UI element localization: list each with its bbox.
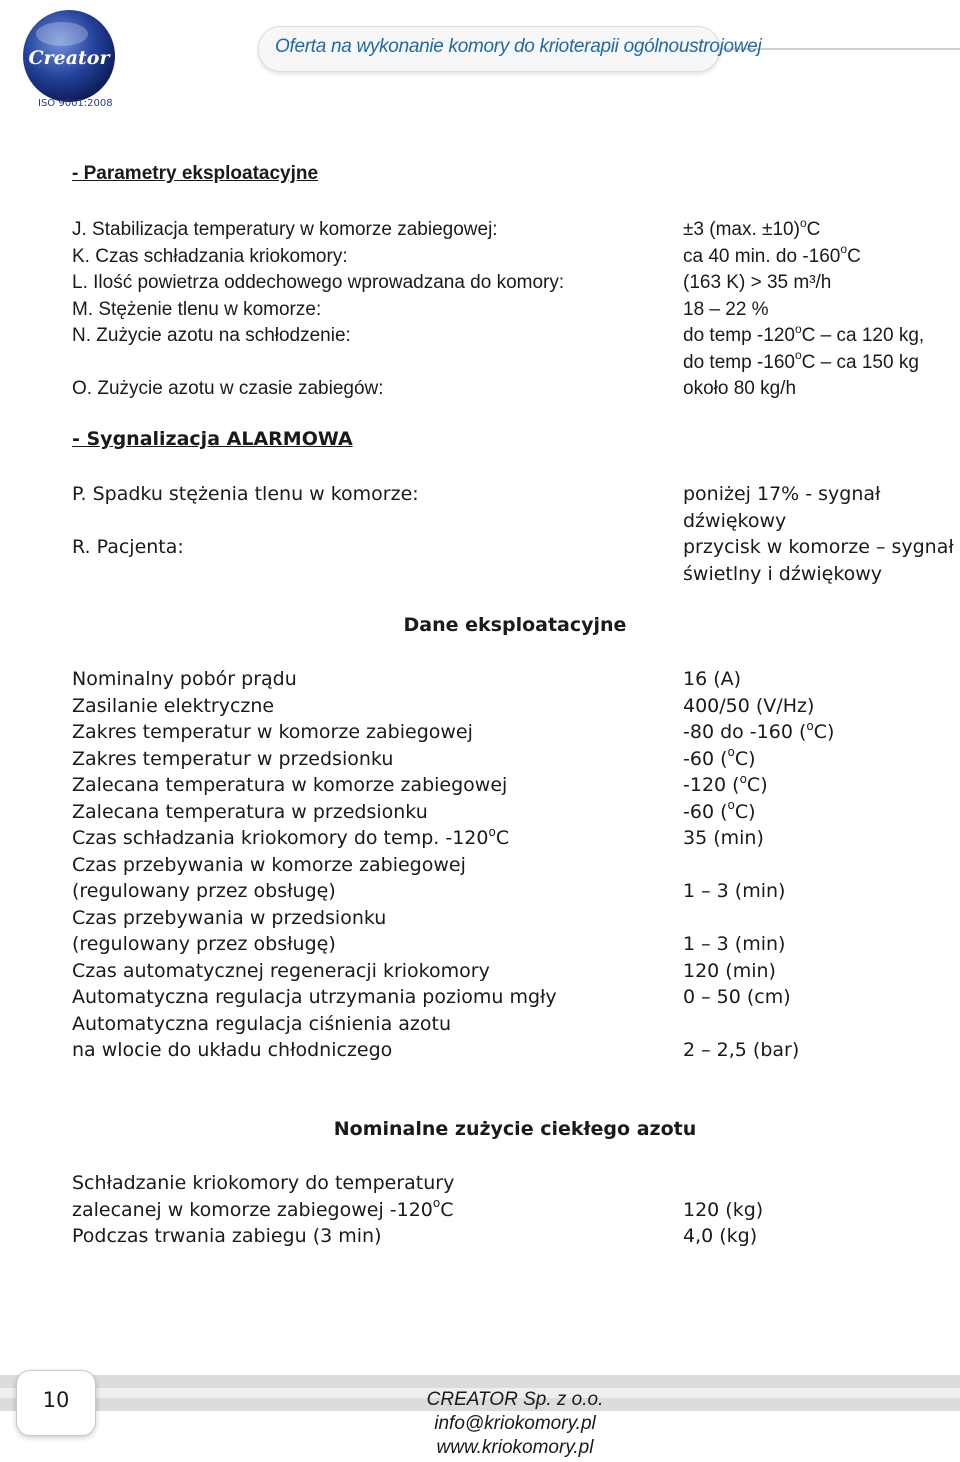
row-label: Schładzanie kriokomory do temperatury xyxy=(72,1172,455,1194)
section-heading-nominal: Nominalne zużycie ciekłego azotu xyxy=(333,1118,697,1140)
row-label: Automatyczna regulacja ciśnienia azotu xyxy=(72,1012,451,1035)
row-label: na wlocie do układu chłodniczego xyxy=(72,1039,393,1061)
row-label xyxy=(72,350,564,377)
row-value: przycisk w komorze – sygnał xyxy=(683,536,954,558)
row-label: K. Czas schładzania kriokomory: xyxy=(72,245,348,267)
section-heading-dane: Dane eksploatacyjne xyxy=(403,614,627,636)
row-label xyxy=(72,508,419,535)
row-value: świetlny i dźwiękowy xyxy=(683,562,883,585)
row-label: Zakres temperatur w przedsionku xyxy=(72,747,394,770)
row-label: Automatyczna regulacja utrzymania poziomu mgły xyxy=(72,986,557,1008)
row-value: 2 – 2,5 (bar) xyxy=(683,1039,800,1061)
row-label: N. Zużycie azotu na schłodzenie: xyxy=(72,325,351,346)
row-value: -60 ($^o$C) xyxy=(683,745,756,770)
row-value: 120 (min) xyxy=(683,959,776,982)
alarm-values xyxy=(683,481,954,587)
row-value: do temp -160$^o$C – ca 150 kg xyxy=(683,348,919,373)
row-label: J. Stabilizacja temperatury w komorze zabiegowej: xyxy=(72,219,498,240)
document-title: Oferta na wykonanie komory do krioterapii ogólnoustrojowej xyxy=(275,36,762,57)
row-value: 120 (kg) xyxy=(683,1198,764,1221)
section-heading-parametry: - Parametry eksploatacyjne xyxy=(72,163,319,184)
row-value: około 80 kg/h xyxy=(683,378,797,399)
row-value: ±3 (max. ±10)$^o$C xyxy=(683,215,821,240)
row-label: Zalecana temperatura w komorze zabiegowej xyxy=(72,774,508,796)
row-label: L. Ilość powietrza oddechowego wprowadzana do komory: xyxy=(72,272,565,293)
footer-company: CREATOR Sp. z o.o. xyxy=(426,1389,604,1410)
row-label: Podczas trwania zabiegu (3 min) xyxy=(72,1225,382,1247)
row-value: 4,0 (kg) xyxy=(683,1225,758,1247)
params-labels xyxy=(72,217,564,403)
row-label: R. Pacjenta: xyxy=(72,536,184,558)
page-number: 10 xyxy=(42,1388,70,1412)
dane-values xyxy=(683,666,834,1064)
row-label: O. Zużycie azotu w czasie zabiegów: xyxy=(72,378,384,399)
alarm-labels xyxy=(72,481,419,587)
row-value: ca 40 min. do -160$^o$C xyxy=(683,242,861,267)
row-label: (regulowany przez obsługę) xyxy=(72,880,336,902)
row-value xyxy=(683,905,834,932)
company-logo xyxy=(14,6,124,106)
params-values xyxy=(683,217,924,403)
row-value: 1 – 3 (min) xyxy=(683,933,786,955)
footer-email[interactable]: info@kriokomory.pl xyxy=(434,1413,596,1434)
row-label: Czas przebywania w komorze zabiegowej xyxy=(72,853,466,876)
row-label: Czas automatycznej regeneracji kriokomory xyxy=(72,959,490,982)
row-label: Nominalny pobór prądu xyxy=(72,668,297,690)
row-label: Czas schładzania kriokomory do temp. -120$^o$C xyxy=(72,824,510,849)
row-label: Zasilanie elektryczne xyxy=(72,694,275,717)
row-value: 18 – 22 % xyxy=(683,298,769,320)
row-label: Zalecana temperatura w przedsionku xyxy=(72,800,428,823)
section-heading-alarm: - Sygnalizacja ALARMOWA xyxy=(72,428,353,450)
footer-contact xyxy=(0,1388,960,1460)
row-value xyxy=(683,1011,834,1038)
row-value: -80 do -160 ($^o$C) xyxy=(683,718,835,743)
row-value: 16 (A) xyxy=(683,668,742,690)
row-value: -120 ($^o$C) xyxy=(683,771,768,796)
nominal-values xyxy=(683,1170,763,1250)
row-value: do temp -120$^o$C – ca 120 kg, xyxy=(683,321,925,346)
row-label: P. Spadku stężenia tlenu w komorze: xyxy=(72,483,419,505)
row-value: 35 (min) xyxy=(683,827,764,849)
row-value xyxy=(683,852,834,879)
row-label: M. Stężenie tlenu w komorze: xyxy=(72,298,322,320)
footer-website[interactable]: www.kriokomory.pl xyxy=(436,1437,594,1458)
row-label: zalecanej w komorze zabiegowej -120$^o$C xyxy=(72,1196,454,1221)
dane-labels xyxy=(72,666,557,1064)
row-label xyxy=(72,561,419,588)
row-value: -60 ($^o$C) xyxy=(683,798,756,823)
row-value: 0 – 50 (cm) xyxy=(683,986,791,1008)
row-label: Czas przebywania w przedsionku xyxy=(72,906,387,929)
row-label: Zakres temperatur w komorze zabiegowej xyxy=(72,721,473,743)
row-value: 1 – 3 (min) xyxy=(683,880,786,902)
iso-certification: ISO 9001:2008 xyxy=(38,98,113,109)
row-label: (regulowany przez obsługę) xyxy=(72,933,336,955)
row-value: (163 K) > 35 m³/h xyxy=(683,272,832,293)
row-value: dźwiękowy xyxy=(683,509,787,532)
svg-text:Creator: Creator xyxy=(28,47,110,69)
row-value xyxy=(683,1170,763,1197)
row-value: poniżej 17% - sygnał xyxy=(683,483,881,505)
row-value: 400/50 (V/Hz) xyxy=(683,694,815,717)
nominal-labels xyxy=(72,1170,454,1250)
